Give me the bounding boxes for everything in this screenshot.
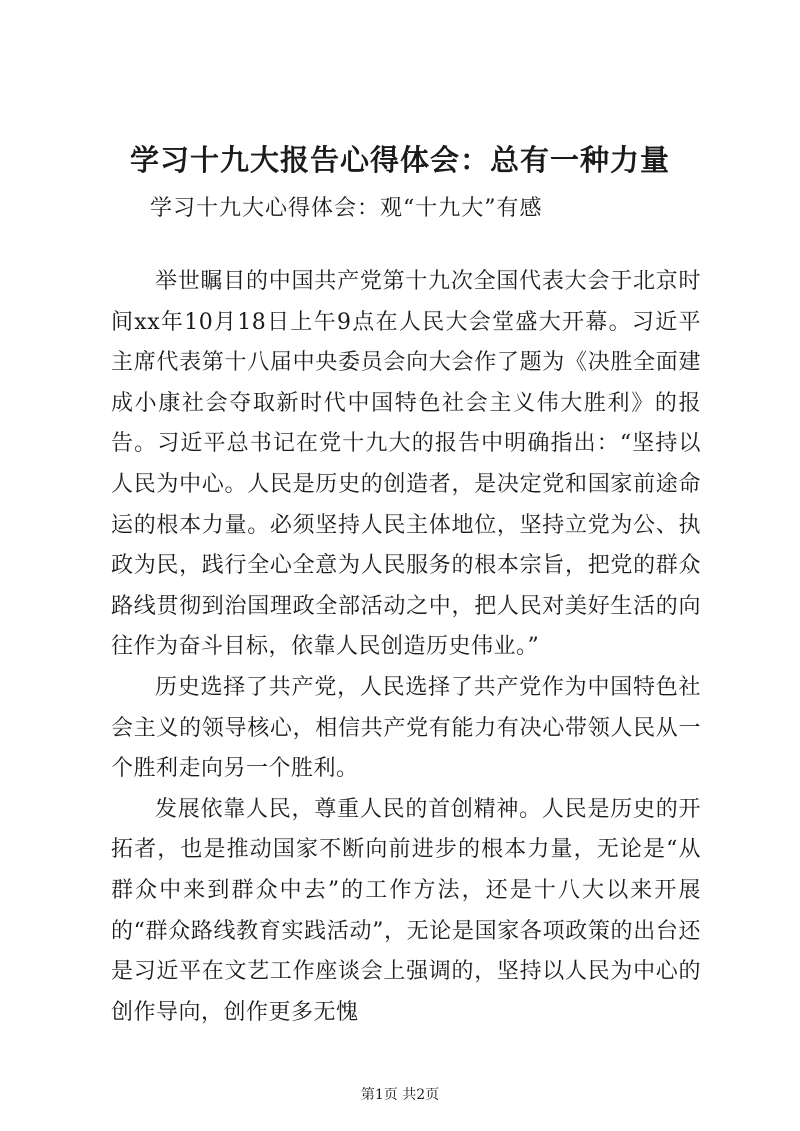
paragraph-3: 发展依靠人民，尊重人民的首创精神。人民是历史的开拓者，也是推动国家不断向前进步的根本力量，无论是“从群众中来到群众中去”的工作方法，还是十八大以来开展的“群众路线教育实践活动”，无论是国家各项政策的出台还是习近平在文艺工作座谈会上强调的，坚持以人民为中心的创作导向，创作更多无愧 [111,796,701,1025]
page-title: 学习十九大报告心得体会：总有一种力量 [129,143,670,177]
document-subtitle: 学习十九大心得体会：观“十九大”有感 [150,196,543,221]
document-body [111,262,701,1033]
paragraph-2: 历史选择了共产党，人民选择了共产党作为中国特色社会主义的领导核心，相信共产党有能力有决心带领人民从一个胜利走向另一个胜利。 [111,674,701,782]
paragraph-1: 举世瞩目的中国共产党第十九次全国代表大会于北京时间xx年10月18日上午9点在人民大会堂盛大开幕。习近平主席代表第十八届中央委员会向大会作了题为《决胜全面建成小康社会夺取新时代中国特色社会主义伟大胜利》的报告。习近平总书记在党十九大的报告中明确指出：“坚持以人民为中心。人民是历史的创造者，是决定党和国家前途命运的根本力量。必须坚持人民主体地位，坚持立党为公、执政为民，践行全心全意为人民服务的根本宗旨，把党的群众路线贯彻到治国理政全部活动之中，把人民对美好生活的向往作为奋斗目标，依靠人民创造历史伟业。” [111,269,701,660]
page-footer: 第1页 共2页 [360,1087,440,1103]
